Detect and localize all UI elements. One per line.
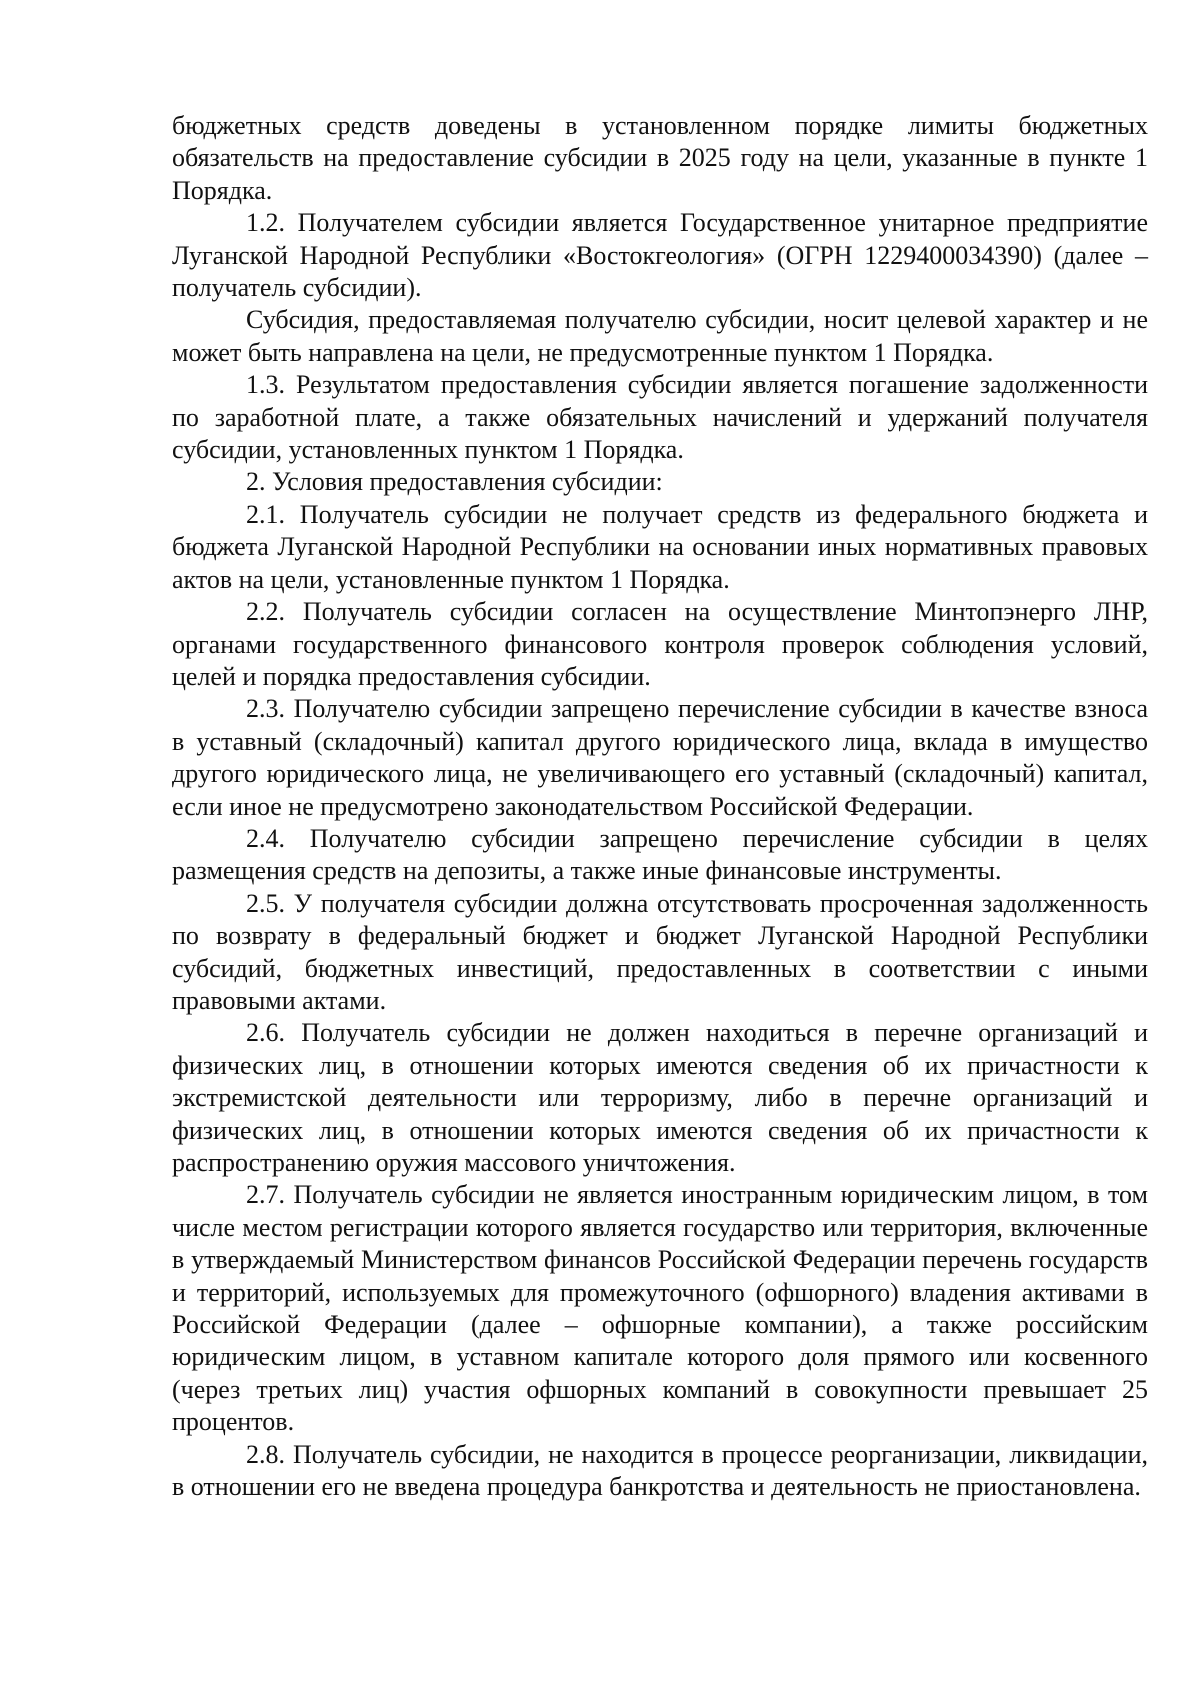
paragraph-2-4: 2.4. Получателю субсидии запрещено перечисление субсидии в целях размещения средств на депозиты, а также иные финансовые инструменты. [172, 823, 1148, 886]
paragraph-1-3-result: 1.3. Результатом предоставления субсидии является погашение задолженности по заработной плате, а также обязательных начислений и удержаний получателя субсидии, установленных пунктом 1 Порядка. [172, 370, 1148, 465]
paragraph-2-2: 2.2. Получатель субсидии согласен на осуществление Минтопэнерго ЛНР, органами государственного финансового контроля проверок соблюдения условий, целей и порядка предоставления субсидии. [172, 597, 1148, 691]
paragraph-2-3: 2.3. Получателю субсидии запрещено перечисление субсидии в качестве взноса в уставный (складочный) капитал другого юридического лица, вклада в имущество другого юридического лица, не увеличивающего его уставный (складочный) капитал, если иное не предусмотрено законодательством Российской Федерации. [172, 694, 1148, 821]
paragraph-2-8: 2.8. Получатель субсидии, не находится в процессе реорганизации, ликвидации, в отношении его не введена процедура банкротства и деятельность не приостановлена. [172, 1439, 1148, 1502]
section-2-heading: 2. Условия предоставления субсидии: [246, 467, 663, 497]
paragraph-2-1: 2.1. Получатель субсидии не получает средств из федерального бюджета и бюджета Луганской Народной Республики на основании иных нормативных правовых актов на цели, установленные пунктом 1 Порядка. [172, 499, 1148, 594]
paragraph-budget-limits: бюджетных средств доведены в установленном порядке лимиты бюджетных обязательств на предоставление субсидии в 2025 году на цели, указанные в пункте 1 Порядка. [172, 111, 1148, 205]
paragraph-1-2-recipient: 1.2. Получателем субсидии является Государственное унитарное предприятие Луганской Народной Республики «Востокгеология» (ОГРН 1229400034390) (далее – получатель субсидии). [172, 208, 1148, 303]
paragraph-subsidy-purpose: Субсидия, предоставляемая получателю субсидии, носит целевой характер и не может быть направлена на цели, не предусмотренные пунктом 1 Порядка. [172, 305, 1148, 367]
paragraph-2-6: 2.6. Получатель субсидии не должен находиться в перечне организаций и физических лиц, в отношении которых имеются сведения об их причастности к экстремистской деятельности или терроризму, либо в перечне организаций и физических лиц, в отношении которых имеются сведения об их причастности к распространению оружия массового уничтожения. [172, 1018, 1148, 1177]
document-page [172, 110, 1148, 1503]
paragraph-2-7: 2.7. Получатель субсидии не является иностранным юридическим лицом, в том числе местом регистрации которого является государство или территория, включенные в утверждаемый Министерством финансов Российской Федерации перечень государств и территорий, используемых для промежуточного (офшорного) владения активами в Российской Федерации (далее – офшорные компании), а также российским юридическим лицом, в уставном капитале которого доля прямого или косвенного (через третьих лиц) участия офшорных компаний в совокупности превышает 25 процентов. [172, 1180, 1148, 1437]
paragraph-2-5: 2.5. У получателя субсидии должна отсутствовать просроченная задолженность по возврату в федеральный бюджет и бюджет Луганской Народной Республики субсидий, бюджетных инвестиций, предоставленных в соответствии с иными правовыми актами. [172, 888, 1148, 1015]
